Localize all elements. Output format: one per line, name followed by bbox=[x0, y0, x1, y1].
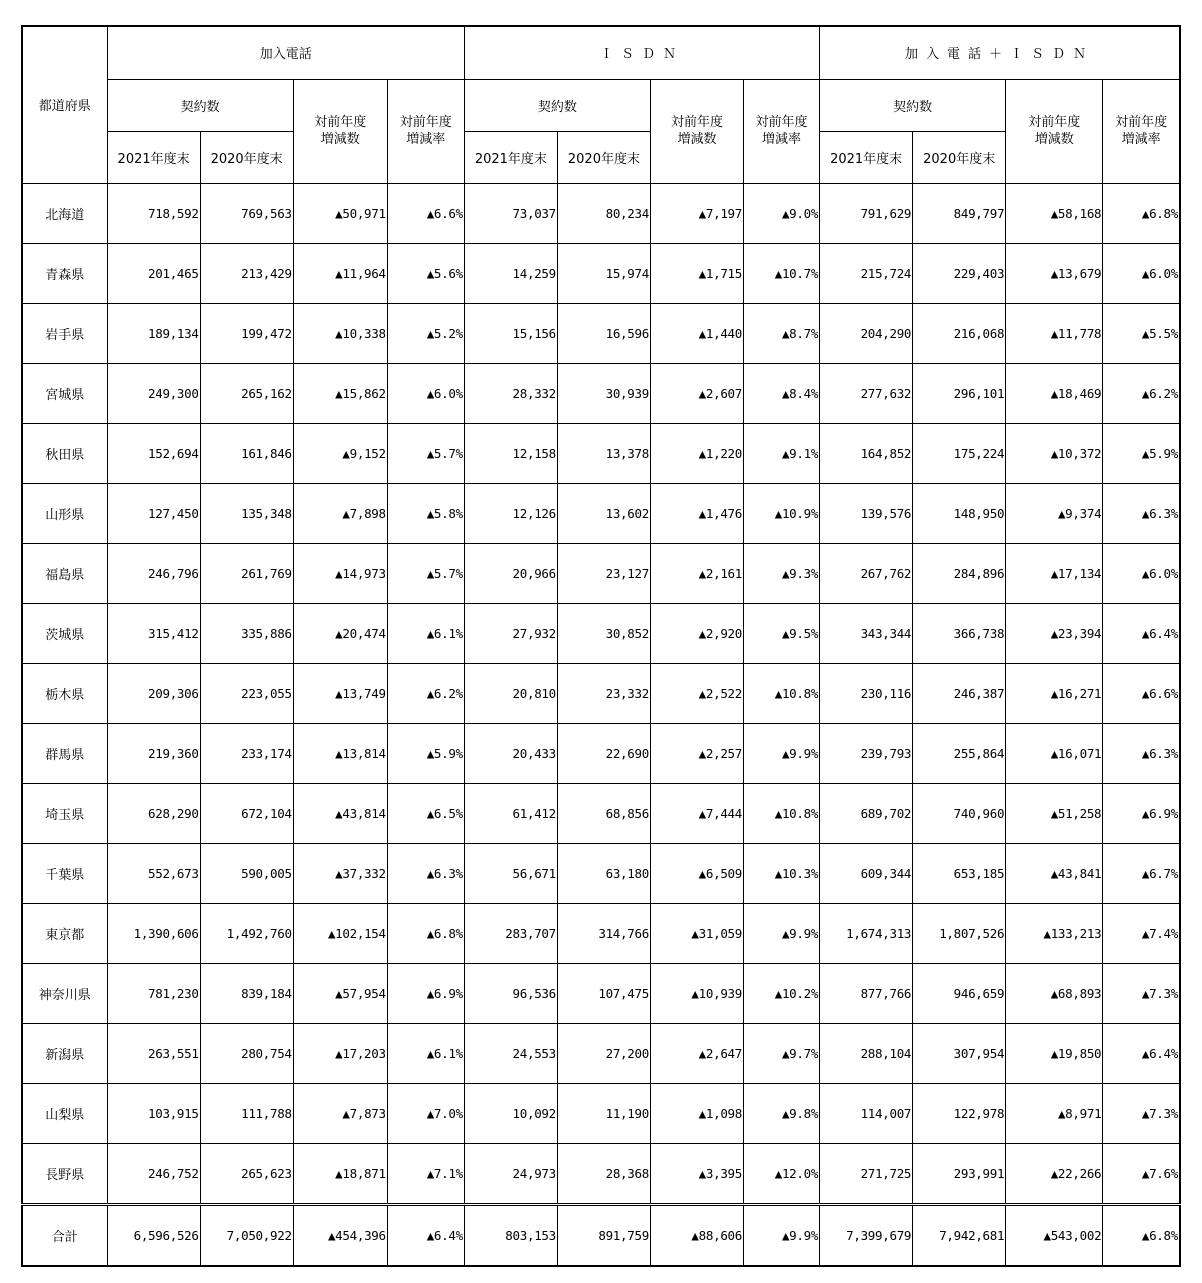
value-cell: ▲454,396 bbox=[293, 1204, 387, 1266]
value-cell: 73,037 bbox=[464, 183, 557, 243]
value-cell: ▲17,203 bbox=[293, 1023, 387, 1083]
value-cell: ▲10.9% bbox=[744, 483, 820, 543]
value-cell: 267,762 bbox=[820, 543, 913, 603]
table-row bbox=[22, 1023, 1180, 1083]
value-cell: 366,738 bbox=[913, 603, 1006, 663]
value-cell: 56,671 bbox=[464, 843, 557, 903]
table-row bbox=[22, 183, 1180, 243]
value-cell: ▲10,939 bbox=[650, 963, 743, 1023]
prefecture-name: 新潟県 bbox=[22, 1023, 107, 1083]
value-cell: ▲6.3% bbox=[1103, 483, 1180, 543]
value-cell: 803,153 bbox=[464, 1204, 557, 1266]
value-cell: ▲9.1% bbox=[744, 423, 820, 483]
value-cell: 15,156 bbox=[464, 303, 557, 363]
value-cell: 839,184 bbox=[200, 963, 293, 1023]
value-cell: 552,673 bbox=[107, 843, 200, 903]
value-cell: 13,602 bbox=[557, 483, 650, 543]
value-cell: ▲6.0% bbox=[387, 363, 464, 423]
value-cell: ▲19,850 bbox=[1006, 1023, 1103, 1083]
value-cell: ▲17,134 bbox=[1006, 543, 1103, 603]
value-cell: 1,674,313 bbox=[820, 903, 913, 963]
value-cell: ▲10.3% bbox=[744, 843, 820, 903]
value-cell: ▲10.8% bbox=[744, 663, 820, 723]
prefecture-name: 埼玉県 bbox=[22, 783, 107, 843]
value-cell: 849,797 bbox=[913, 183, 1006, 243]
value-cell: 7,942,681 bbox=[913, 1204, 1006, 1266]
contracts-header: 契約数 bbox=[464, 79, 650, 131]
table-row bbox=[22, 603, 1180, 663]
value-cell: ▲7,898 bbox=[293, 483, 387, 543]
value-cell: 199,472 bbox=[200, 303, 293, 363]
value-cell: 280,754 bbox=[200, 1023, 293, 1083]
value-cell: 152,694 bbox=[107, 423, 200, 483]
value-cell: 22,690 bbox=[557, 723, 650, 783]
value-cell: ▲11,964 bbox=[293, 243, 387, 303]
value-cell: 28,368 bbox=[557, 1143, 650, 1204]
value-cell: ▲5.6% bbox=[387, 243, 464, 303]
value-cell: 230,116 bbox=[820, 663, 913, 723]
value-cell: ▲18,871 bbox=[293, 1143, 387, 1204]
value-cell: 27,932 bbox=[464, 603, 557, 663]
rate-header: 対前年度 増減率 bbox=[387, 79, 464, 183]
value-cell: 288,104 bbox=[820, 1023, 913, 1083]
value-cell: 314,766 bbox=[557, 903, 650, 963]
value-cell: 296,101 bbox=[913, 363, 1006, 423]
value-cell: ▲6.0% bbox=[1103, 243, 1180, 303]
value-cell: 740,960 bbox=[913, 783, 1006, 843]
value-cell: ▲10,372 bbox=[1006, 423, 1103, 483]
value-cell: ▲5.2% bbox=[387, 303, 464, 363]
value-cell: 127,450 bbox=[107, 483, 200, 543]
prefecture-name: 長野県 bbox=[22, 1143, 107, 1204]
value-cell: 175,224 bbox=[913, 423, 1006, 483]
value-cell: 769,563 bbox=[200, 183, 293, 243]
value-cell: 233,174 bbox=[200, 723, 293, 783]
value-cell: ▲16,271 bbox=[1006, 663, 1103, 723]
value-cell: 15,974 bbox=[557, 243, 650, 303]
value-cell: ▲5.5% bbox=[1103, 303, 1180, 363]
value-cell: ▲43,841 bbox=[1006, 843, 1103, 903]
value-cell: 12,158 bbox=[464, 423, 557, 483]
value-cell: 718,592 bbox=[107, 183, 200, 243]
value-cell: 63,180 bbox=[557, 843, 650, 903]
value-cell: ▲18,469 bbox=[1006, 363, 1103, 423]
value-cell: ▲9.5% bbox=[744, 603, 820, 663]
value-cell: ▲6.8% bbox=[1103, 1204, 1180, 1266]
value-cell: ▲9.8% bbox=[744, 1083, 820, 1143]
value-cell: ▲6.5% bbox=[387, 783, 464, 843]
value-cell: ▲6.6% bbox=[387, 183, 464, 243]
table-row bbox=[22, 1083, 1180, 1143]
value-cell: ▲7.4% bbox=[1103, 903, 1180, 963]
value-cell: 249,300 bbox=[107, 363, 200, 423]
table-row bbox=[22, 303, 1180, 363]
value-cell: 20,810 bbox=[464, 663, 557, 723]
value-cell: 164,852 bbox=[820, 423, 913, 483]
table-row bbox=[22, 483, 1180, 543]
year-2021-header: 2021年度末 bbox=[820, 131, 913, 183]
year-2020-header: 2020年度末 bbox=[913, 131, 1006, 183]
value-cell: ▲1,715 bbox=[650, 243, 743, 303]
value-cell: 261,769 bbox=[200, 543, 293, 603]
value-cell: ▲6.3% bbox=[1103, 723, 1180, 783]
value-cell: ▲9,152 bbox=[293, 423, 387, 483]
value-cell: 229,403 bbox=[913, 243, 1006, 303]
prefecture-contracts-table bbox=[21, 25, 1181, 1267]
value-cell: 246,796 bbox=[107, 543, 200, 603]
value-cell: 609,344 bbox=[820, 843, 913, 903]
diff-header: 対前年度 増減数 bbox=[650, 79, 743, 183]
value-cell: ▲6.9% bbox=[1103, 783, 1180, 843]
value-cell: ▲102,154 bbox=[293, 903, 387, 963]
value-cell: ▲6.6% bbox=[1103, 663, 1180, 723]
value-cell: 246,387 bbox=[913, 663, 1006, 723]
year-2020-header: 2020年度末 bbox=[200, 131, 293, 183]
value-cell: ▲2,522 bbox=[650, 663, 743, 723]
value-cell: 148,950 bbox=[913, 483, 1006, 543]
value-cell: 343,344 bbox=[820, 603, 913, 663]
value-cell: ▲6.8% bbox=[387, 903, 464, 963]
value-cell: ▲20,474 bbox=[293, 603, 387, 663]
value-cell: 307,954 bbox=[913, 1023, 1006, 1083]
prefecture-name: 宮城県 bbox=[22, 363, 107, 423]
value-cell: ▲13,749 bbox=[293, 663, 387, 723]
value-cell: ▲7.1% bbox=[387, 1143, 464, 1204]
rate-header: 対前年度 増減率 bbox=[744, 79, 820, 183]
value-cell: 96,536 bbox=[464, 963, 557, 1023]
value-cell: 781,230 bbox=[107, 963, 200, 1023]
value-cell: ▲10.8% bbox=[744, 783, 820, 843]
value-cell: 877,766 bbox=[820, 963, 913, 1023]
value-cell: ▲10.2% bbox=[744, 963, 820, 1023]
value-cell: 265,162 bbox=[200, 363, 293, 423]
value-cell: ▲2,607 bbox=[650, 363, 743, 423]
value-cell: ▲14,973 bbox=[293, 543, 387, 603]
value-cell: 122,978 bbox=[913, 1083, 1006, 1143]
value-cell: 628,290 bbox=[107, 783, 200, 843]
value-cell: ▲13,679 bbox=[1006, 243, 1103, 303]
value-cell: 209,306 bbox=[107, 663, 200, 723]
prefecture-name: 山梨県 bbox=[22, 1083, 107, 1143]
value-cell: 114,007 bbox=[820, 1083, 913, 1143]
value-cell: ▲6.0% bbox=[1103, 543, 1180, 603]
value-cell: 103,915 bbox=[107, 1083, 200, 1143]
value-cell: ▲9.3% bbox=[744, 543, 820, 603]
prefecture-name: 合計 bbox=[22, 1204, 107, 1266]
value-cell: ▲10,338 bbox=[293, 303, 387, 363]
value-cell: 271,725 bbox=[820, 1143, 913, 1204]
value-cell: 1,807,526 bbox=[913, 903, 1006, 963]
prefecture-name: 群馬県 bbox=[22, 723, 107, 783]
prefecture-name: 岩手県 bbox=[22, 303, 107, 363]
value-cell: ▲6.4% bbox=[1103, 1023, 1180, 1083]
prefecture-name: 福島県 bbox=[22, 543, 107, 603]
value-cell: 263,551 bbox=[107, 1023, 200, 1083]
table-row bbox=[22, 243, 1180, 303]
value-cell: ▲7,873 bbox=[293, 1083, 387, 1143]
value-cell: ▲23,394 bbox=[1006, 603, 1103, 663]
value-cell: 239,793 bbox=[820, 723, 913, 783]
value-cell: 61,412 bbox=[464, 783, 557, 843]
value-cell: ▲50,971 bbox=[293, 183, 387, 243]
table-row bbox=[22, 783, 1180, 843]
diff-header: 対前年度 増減数 bbox=[1006, 79, 1103, 183]
value-cell: 672,104 bbox=[200, 783, 293, 843]
value-cell: 80,234 bbox=[557, 183, 650, 243]
value-cell: ▲7.3% bbox=[1103, 963, 1180, 1023]
value-cell: 255,864 bbox=[913, 723, 1006, 783]
value-cell: 28,332 bbox=[464, 363, 557, 423]
prefecture-name: 茨城県 bbox=[22, 603, 107, 663]
value-cell: ▲7.0% bbox=[387, 1083, 464, 1143]
value-cell: ▲9.9% bbox=[744, 903, 820, 963]
prefecture-header: 都道府県 bbox=[22, 26, 107, 183]
value-cell: ▲8.7% bbox=[744, 303, 820, 363]
value-cell: ▲68,893 bbox=[1006, 963, 1103, 1023]
value-cell: ▲57,954 bbox=[293, 963, 387, 1023]
value-cell: ▲5.7% bbox=[387, 543, 464, 603]
value-cell: 891,759 bbox=[557, 1204, 650, 1266]
value-cell: ▲5.9% bbox=[1103, 423, 1180, 483]
value-cell: 24,553 bbox=[464, 1023, 557, 1083]
value-cell: ▲3,395 bbox=[650, 1143, 743, 1204]
value-cell: 590,005 bbox=[200, 843, 293, 903]
value-cell: 139,576 bbox=[820, 483, 913, 543]
value-cell: 335,886 bbox=[200, 603, 293, 663]
value-cell: 20,433 bbox=[464, 723, 557, 783]
value-cell: 10,092 bbox=[464, 1083, 557, 1143]
table-row bbox=[22, 1204, 1180, 1266]
value-cell: ▲12.0% bbox=[744, 1143, 820, 1204]
value-cell: ▲31,059 bbox=[650, 903, 743, 963]
value-cell: ▲6.9% bbox=[387, 963, 464, 1023]
value-cell: ▲22,266 bbox=[1006, 1143, 1103, 1204]
value-cell: 68,856 bbox=[557, 783, 650, 843]
value-cell: ▲543,002 bbox=[1006, 1204, 1103, 1266]
value-cell: ▲6.2% bbox=[1103, 363, 1180, 423]
prefecture-name: 神奈川県 bbox=[22, 963, 107, 1023]
value-cell: ▲8,971 bbox=[1006, 1083, 1103, 1143]
value-cell: ▲5.9% bbox=[387, 723, 464, 783]
value-cell: 27,200 bbox=[557, 1023, 650, 1083]
value-cell: 24,973 bbox=[464, 1143, 557, 1204]
value-cell: 653,185 bbox=[913, 843, 1006, 903]
value-cell: 219,360 bbox=[107, 723, 200, 783]
value-cell: ▲13,814 bbox=[293, 723, 387, 783]
value-cell: ▲6.3% bbox=[387, 843, 464, 903]
group-header-isdn: ＩＳＤＮ bbox=[464, 26, 819, 79]
value-cell: ▲6.8% bbox=[1103, 183, 1180, 243]
value-cell: ▲37,332 bbox=[293, 843, 387, 903]
value-cell: ▲9.9% bbox=[744, 1204, 820, 1266]
prefecture-name: 青森県 bbox=[22, 243, 107, 303]
value-cell: ▲7.6% bbox=[1103, 1143, 1180, 1204]
value-cell: ▲88,606 bbox=[650, 1204, 743, 1266]
value-cell: ▲7,444 bbox=[650, 783, 743, 843]
value-cell: ▲6.4% bbox=[1103, 603, 1180, 663]
value-cell: 216,068 bbox=[913, 303, 1006, 363]
value-cell: 11,190 bbox=[557, 1083, 650, 1143]
prefecture-name: 秋田県 bbox=[22, 423, 107, 483]
value-cell: 283,707 bbox=[464, 903, 557, 963]
value-cell: ▲1,476 bbox=[650, 483, 743, 543]
value-cell: 111,788 bbox=[200, 1083, 293, 1143]
value-cell: ▲2,161 bbox=[650, 543, 743, 603]
value-cell: ▲7,197 bbox=[650, 183, 743, 243]
value-cell: ▲1,098 bbox=[650, 1083, 743, 1143]
value-cell: 135,348 bbox=[200, 483, 293, 543]
group-header-subscriber-phone: 加入電話 bbox=[107, 26, 464, 79]
table-row bbox=[22, 723, 1180, 783]
table-row bbox=[22, 903, 1180, 963]
value-cell: 6,596,526 bbox=[107, 1204, 200, 1266]
table-row bbox=[22, 543, 1180, 603]
value-cell: ▲7.3% bbox=[1103, 1083, 1180, 1143]
value-cell: ▲5.8% bbox=[387, 483, 464, 543]
value-cell: ▲43,814 bbox=[293, 783, 387, 843]
value-cell: 7,050,922 bbox=[200, 1204, 293, 1266]
year-2021-header: 2021年度末 bbox=[464, 131, 557, 183]
value-cell: 23,127 bbox=[557, 543, 650, 603]
value-cell: 293,991 bbox=[913, 1143, 1006, 1204]
value-cell: ▲58,168 bbox=[1006, 183, 1103, 243]
value-cell: 315,412 bbox=[107, 603, 200, 663]
value-cell: ▲2,920 bbox=[650, 603, 743, 663]
value-cell: 201,465 bbox=[107, 243, 200, 303]
table-row bbox=[22, 423, 1180, 483]
value-cell: 30,852 bbox=[557, 603, 650, 663]
year-2021-header: 2021年度末 bbox=[107, 131, 200, 183]
value-cell: 204,290 bbox=[820, 303, 913, 363]
table-row bbox=[22, 843, 1180, 903]
table-row bbox=[22, 1143, 1180, 1204]
value-cell: ▲11,778 bbox=[1006, 303, 1103, 363]
prefecture-name: 山形県 bbox=[22, 483, 107, 543]
prefecture-name: 東京都 bbox=[22, 903, 107, 963]
value-cell: 791,629 bbox=[820, 183, 913, 243]
value-cell: 161,846 bbox=[200, 423, 293, 483]
value-cell: 23,332 bbox=[557, 663, 650, 723]
value-cell: ▲2,257 bbox=[650, 723, 743, 783]
value-cell: 16,596 bbox=[557, 303, 650, 363]
value-cell: 189,134 bbox=[107, 303, 200, 363]
value-cell: 30,939 bbox=[557, 363, 650, 423]
value-cell: 277,632 bbox=[820, 363, 913, 423]
value-cell: ▲6.4% bbox=[387, 1204, 464, 1266]
value-cell: ▲6.1% bbox=[387, 603, 464, 663]
value-cell: 1,390,606 bbox=[107, 903, 200, 963]
group-header-combined: 加入電話＋ＩＳＤＮ bbox=[820, 26, 1180, 79]
table-row bbox=[22, 663, 1180, 723]
value-cell: ▲1,440 bbox=[650, 303, 743, 363]
value-cell: 12,126 bbox=[464, 483, 557, 543]
value-cell: 213,429 bbox=[200, 243, 293, 303]
value-cell: 7,399,679 bbox=[820, 1204, 913, 1266]
value-cell: ▲8.4% bbox=[744, 363, 820, 423]
prefecture-name: 千葉県 bbox=[22, 843, 107, 903]
value-cell: ▲9,374 bbox=[1006, 483, 1103, 543]
value-cell: ▲51,258 bbox=[1006, 783, 1103, 843]
value-cell: ▲9.9% bbox=[744, 723, 820, 783]
contracts-header: 契約数 bbox=[820, 79, 1006, 131]
table-row bbox=[22, 363, 1180, 423]
value-cell: ▲6.1% bbox=[387, 1023, 464, 1083]
table-body bbox=[22, 183, 1180, 1266]
value-cell: ▲5.7% bbox=[387, 423, 464, 483]
contracts-header: 契約数 bbox=[107, 79, 293, 131]
value-cell: 689,702 bbox=[820, 783, 913, 843]
value-cell: 215,724 bbox=[820, 243, 913, 303]
value-cell: 20,966 bbox=[464, 543, 557, 603]
value-cell: 265,623 bbox=[200, 1143, 293, 1204]
value-cell: 107,475 bbox=[557, 963, 650, 1023]
value-cell: 13,378 bbox=[557, 423, 650, 483]
value-cell: ▲6.2% bbox=[387, 663, 464, 723]
value-cell: 246,752 bbox=[107, 1143, 200, 1204]
value-cell: 946,659 bbox=[913, 963, 1006, 1023]
value-cell: 284,896 bbox=[913, 543, 1006, 603]
value-cell: ▲9.0% bbox=[744, 183, 820, 243]
value-cell: 1,492,760 bbox=[200, 903, 293, 963]
value-cell: ▲1,220 bbox=[650, 423, 743, 483]
value-cell: 14,259 bbox=[464, 243, 557, 303]
value-cell: ▲133,213 bbox=[1006, 903, 1103, 963]
value-cell: ▲15,862 bbox=[293, 363, 387, 423]
value-cell: ▲6,509 bbox=[650, 843, 743, 903]
value-cell: ▲6.7% bbox=[1103, 843, 1180, 903]
value-cell: 223,055 bbox=[200, 663, 293, 723]
prefecture-name: 栃木県 bbox=[22, 663, 107, 723]
prefecture-name: 北海道 bbox=[22, 183, 107, 243]
diff-header: 対前年度 増減数 bbox=[293, 79, 387, 183]
value-cell: ▲16,071 bbox=[1006, 723, 1103, 783]
value-cell: ▲2,647 bbox=[650, 1023, 743, 1083]
table-row bbox=[22, 963, 1180, 1023]
value-cell: ▲9.7% bbox=[744, 1023, 820, 1083]
rate-header: 対前年度 増減率 bbox=[1103, 79, 1180, 183]
year-2020-header: 2020年度末 bbox=[557, 131, 650, 183]
value-cell: ▲10.7% bbox=[744, 243, 820, 303]
